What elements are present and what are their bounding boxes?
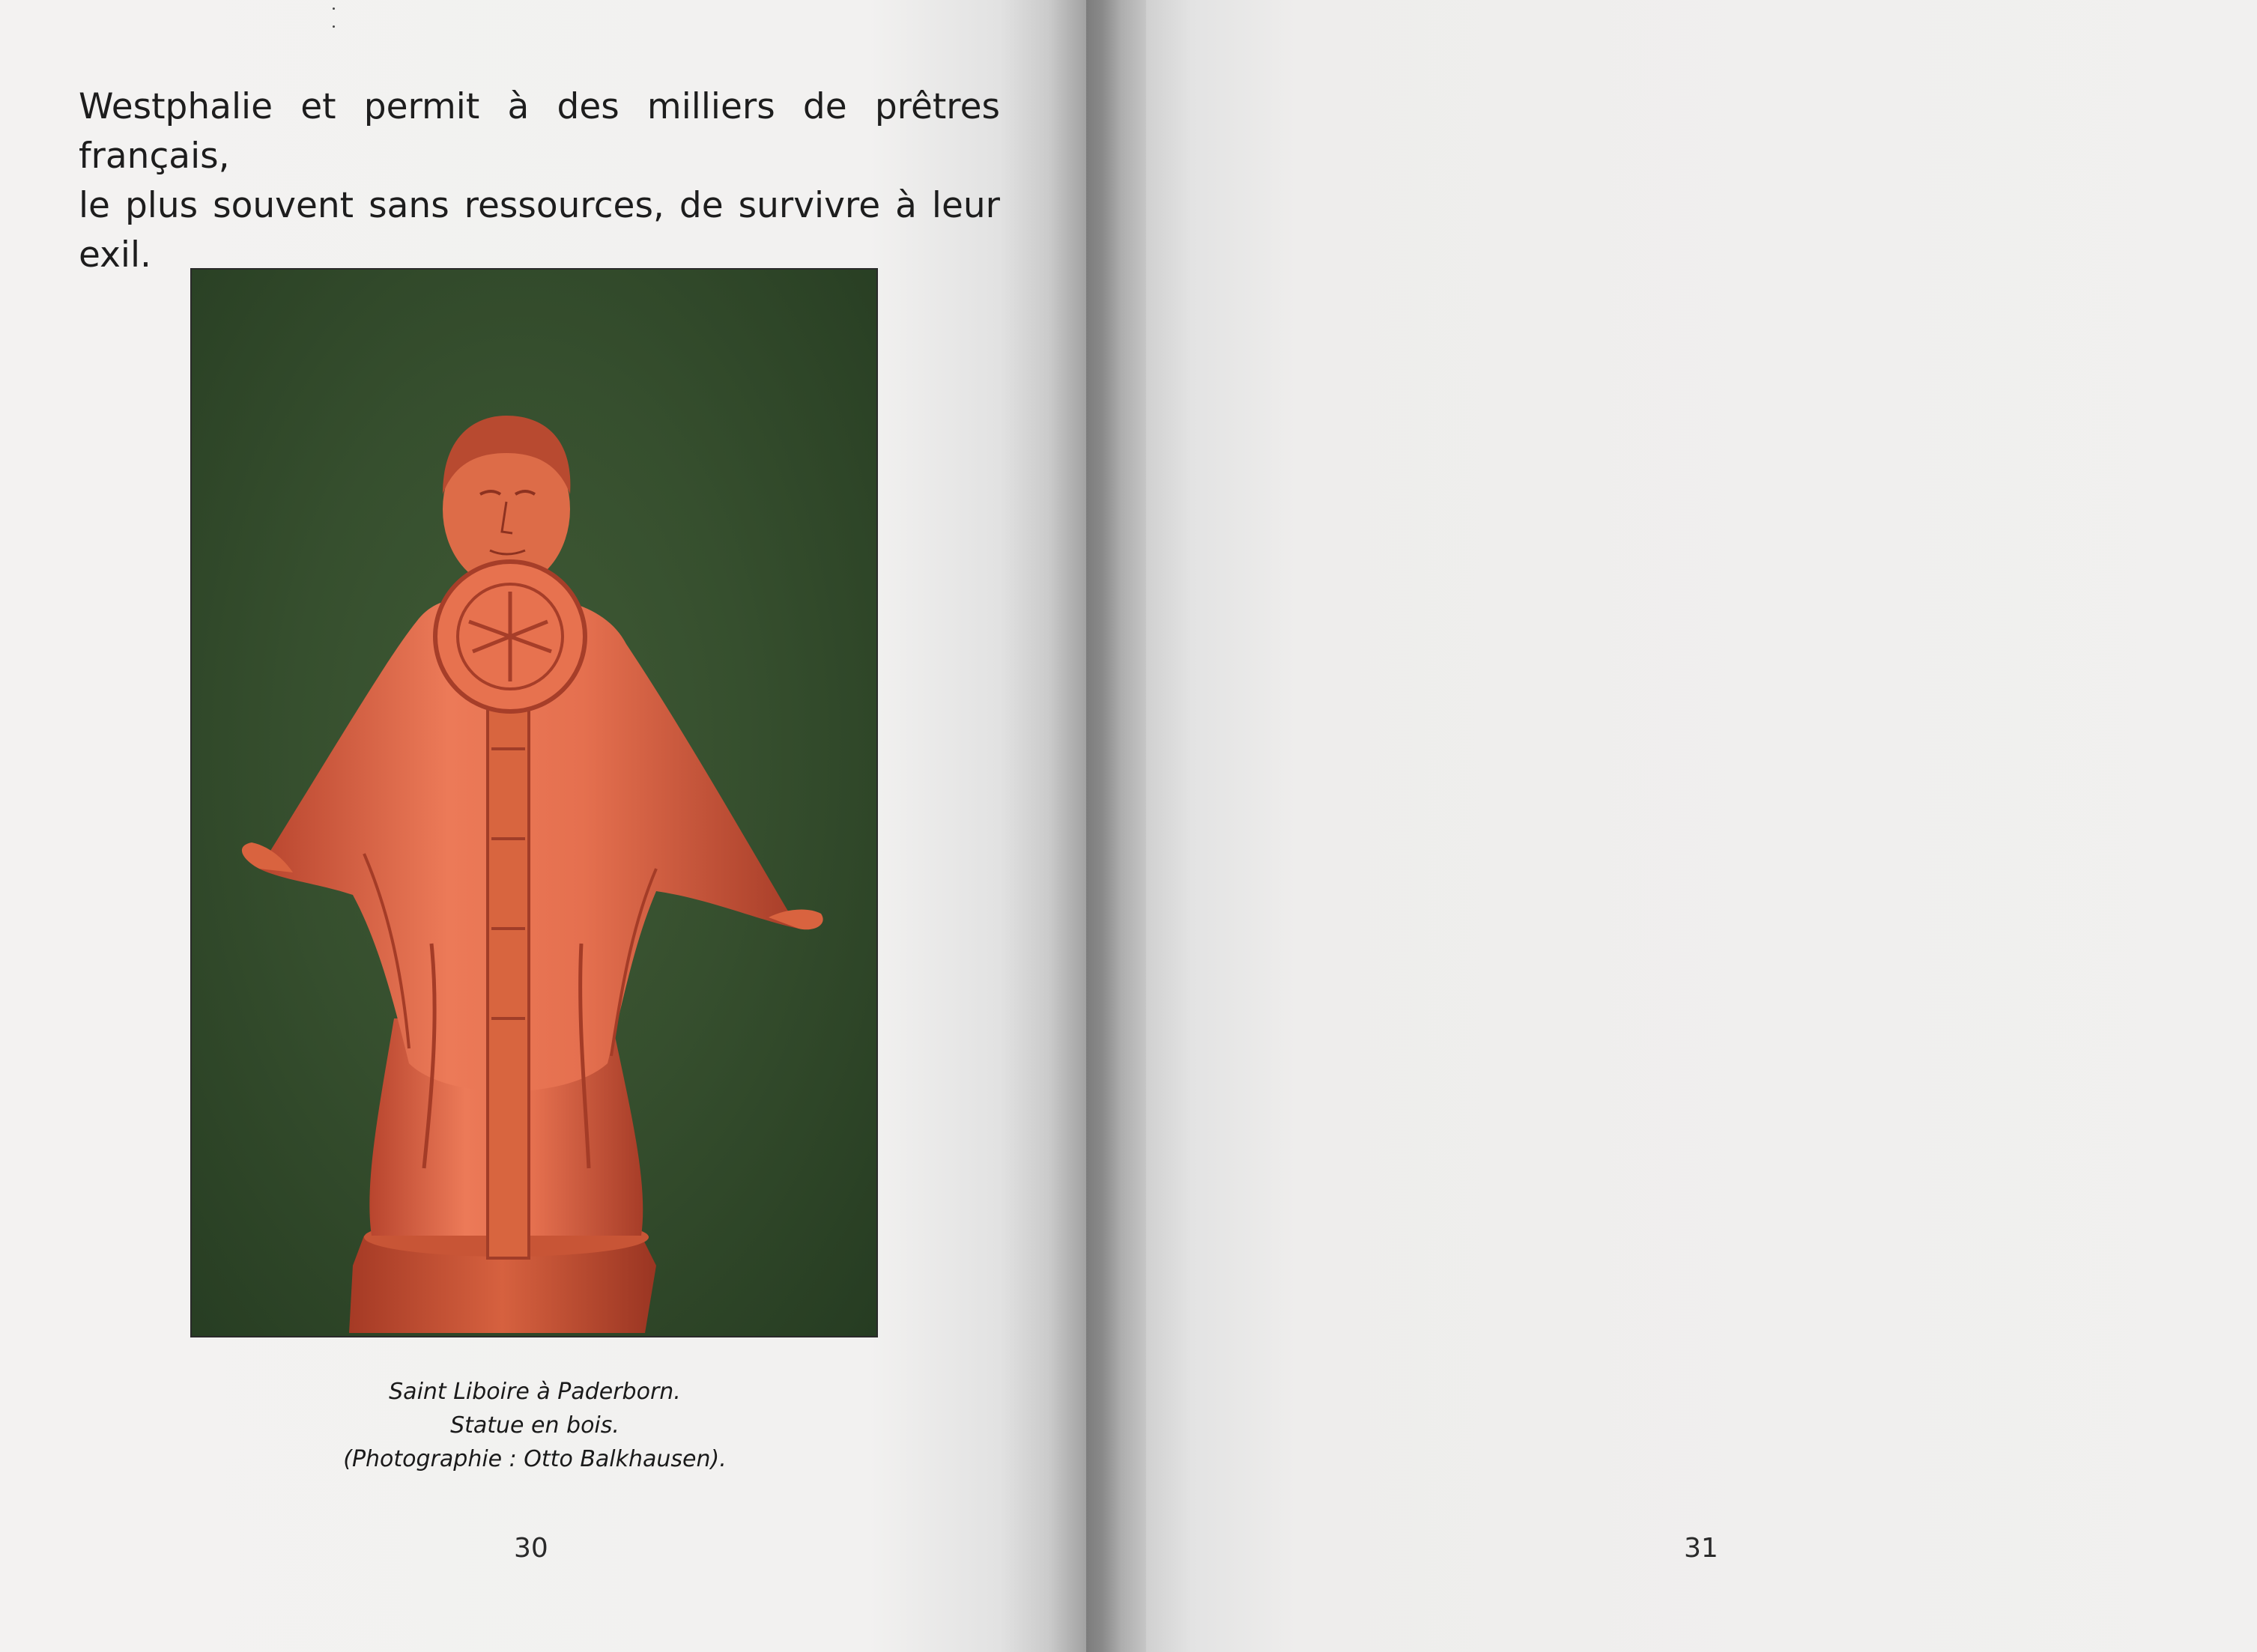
caption-line-2: Statue en bois. xyxy=(450,1412,619,1439)
statue-photo xyxy=(190,268,878,1337)
book-spine-shadow xyxy=(1049,0,1146,1652)
left-line-2: le plus souvent sans ressources, de survivre à leur exil. xyxy=(79,185,1000,276)
caption-line-3: (Photographie : Otto Balkhausen). xyxy=(343,1446,727,1472)
photo-caption xyxy=(180,1375,890,1476)
page-number-right: 31 xyxy=(1684,1533,1718,1564)
right-page xyxy=(1086,0,2257,1652)
speck xyxy=(333,25,335,28)
caption-line-1: Saint Liboire à Paderborn. xyxy=(389,1379,681,1405)
left-paragraph xyxy=(79,82,1000,280)
speck xyxy=(333,7,335,10)
left-page xyxy=(0,0,1086,1652)
page-number-left: 30 xyxy=(514,1533,548,1564)
saint-statue-photo-icon xyxy=(192,270,876,1336)
left-line-1: Westphalie et permit à des milliers de prêtres français, xyxy=(79,86,1000,177)
